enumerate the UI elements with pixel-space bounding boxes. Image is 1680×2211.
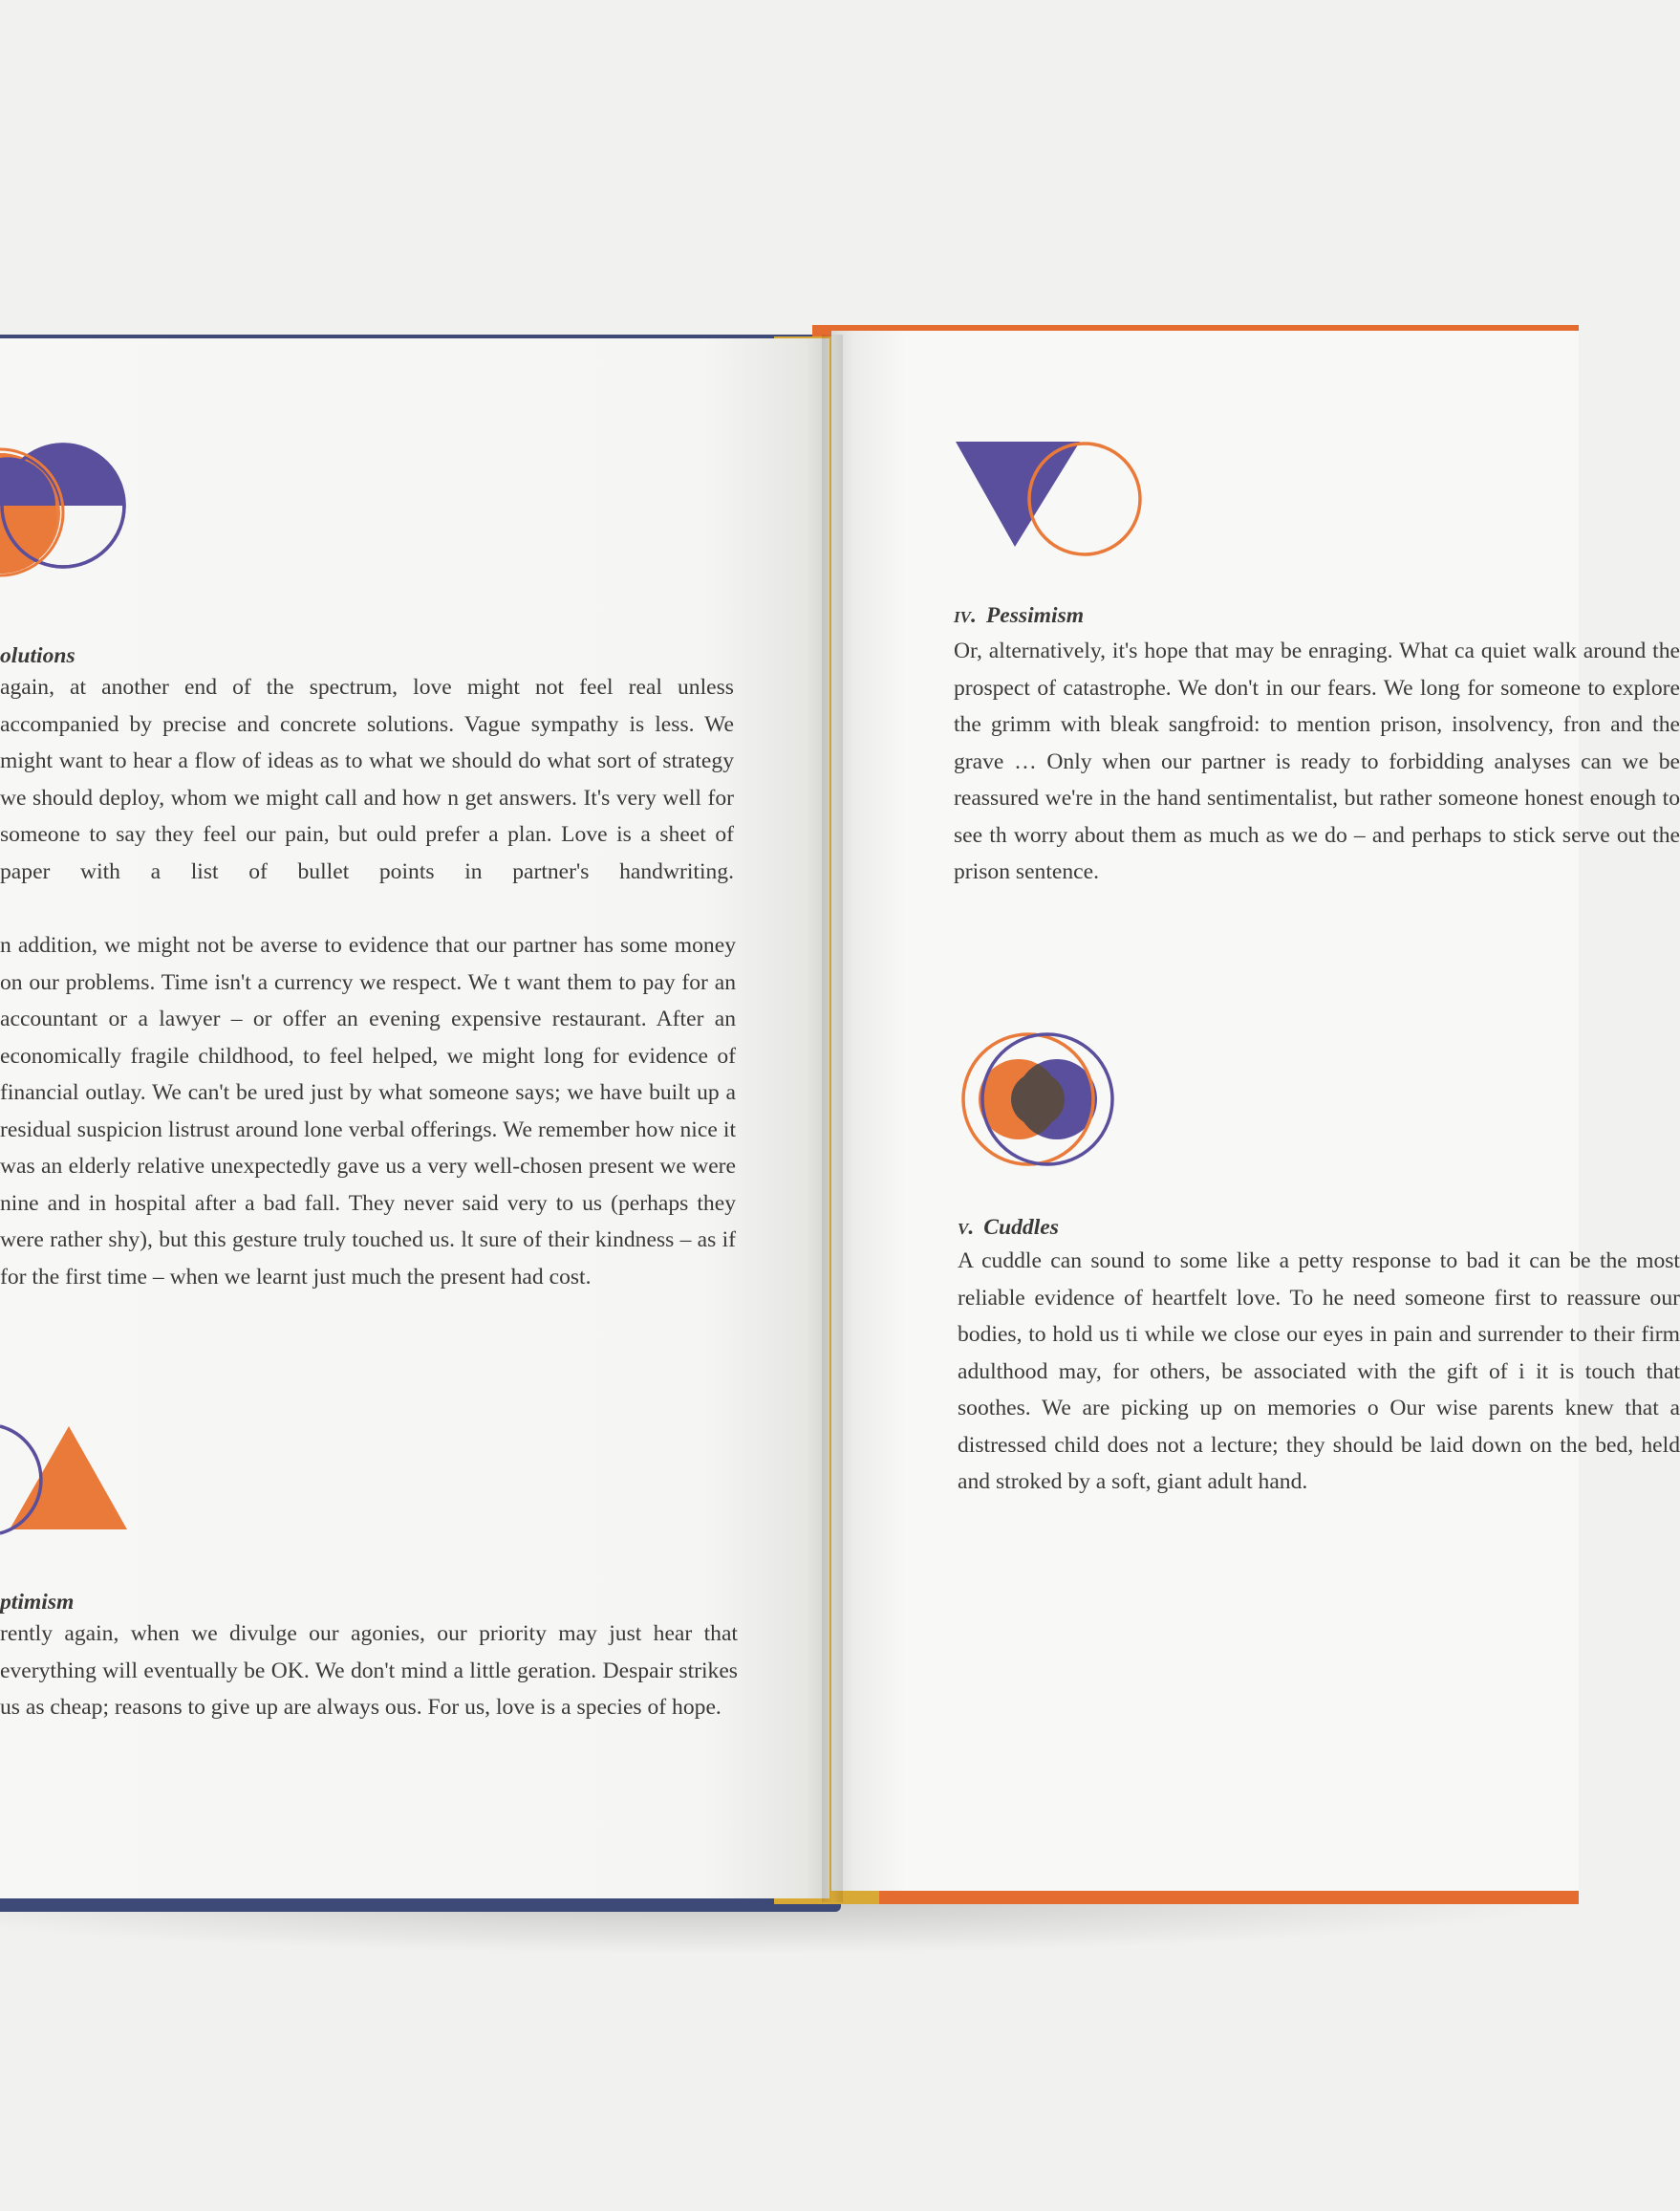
triangle-circle-icon [956,430,1156,564]
section-heading: olutions [0,643,75,668]
section-title: Pessimism [985,603,1085,628]
body-paragraph: Or, alternatively, it's hope that may be enraging. What ca quiet walk around the prospect of catastrophe. We don't in our fears. We long for someone to explore the grimm with bleak sangfroid: to mention prison, insolvency, fron and the grave … Only when our partner is ready to forbidding analyses can we be reassured we're in the hand sentimentalist, but rather someone honest enough to see th worry about them as much as we do – and perhaps to stick serve out the prison sentence. [954,639,1680,884]
section-heading: ptimism [0,1590,75,1615]
body-paragraph: rently again, when we divulge our agonies, our priority may just hear that everything will eventually be OK. We don't mind a little geration. Despair strikes us as cheap; reasons to give up are always ous. For us, love is a species of hope. [0,1621,738,1720]
circles-overlap-icon [0,434,134,587]
section-title: Cuddles [983,1215,1059,1240]
left-page [0,338,829,1898]
section-heading [954,600,1084,631]
book-gutter [822,335,843,1902]
right-page [831,331,1680,1891]
body-paragraph: A cuddle can sound to some like a petty response to bad it can be the most reliable evidence of heartfelt love. To he need someone first to reassure our bodies, to hold us ti while we close our eyes in pain and surrender to their firm adulthood may, for others, be associated with the gift of i it is touch that soothes. We are picking up on memories o Our wise parents knew that a distressed child does not a lecture; they should be laid down on the bed, held and stroked by a soft, giant adult hand. [958,1248,1680,1494]
body-paragraph: n addition, we might not be averse to evidence that our partner has some money on our problems. Time isn't a currency we respect. We t want them to pay for an accountant or a lawyer – or offer an evening expensive restaurant. After an economically fragile childhood, to feel helped, we might long for evidence of financial outlay. We can't be ured just by what someone says; we have built up a residual suspicion listrust around lone verbal offerings. We remember how nice it was an elderly relative unexpectedly gave us a very well-chosen present we were nine and in hospital after a bad fall. They never said very to us (perhaps they were rather shy), but this gesture truly touched us. lt sure of their kindness – as if for the first time – when we learnt just much the present had cost. [0,933,736,1290]
section-heading [958,1212,1059,1243]
section-number: v. [958,1215,975,1240]
circle-triangle-icon [0,1415,134,1539]
concentric-circles-icon [954,1023,1135,1176]
body-paragraph: again, at another end of the spectrum, love might not feel real unless accompanied by precise and concrete solutions. Vague sympathy is less. We might want to hear a flow of ideas as to what we should do what sort of strategy we should deploy, whom we might call and how n get answers. It's very well for someone to say they feel our pain, but ould prefer a plan. Love is a sheet of paper with a list of bullet points in partner's handwriting. [0,675,734,884]
section-number: iv. [954,603,977,628]
